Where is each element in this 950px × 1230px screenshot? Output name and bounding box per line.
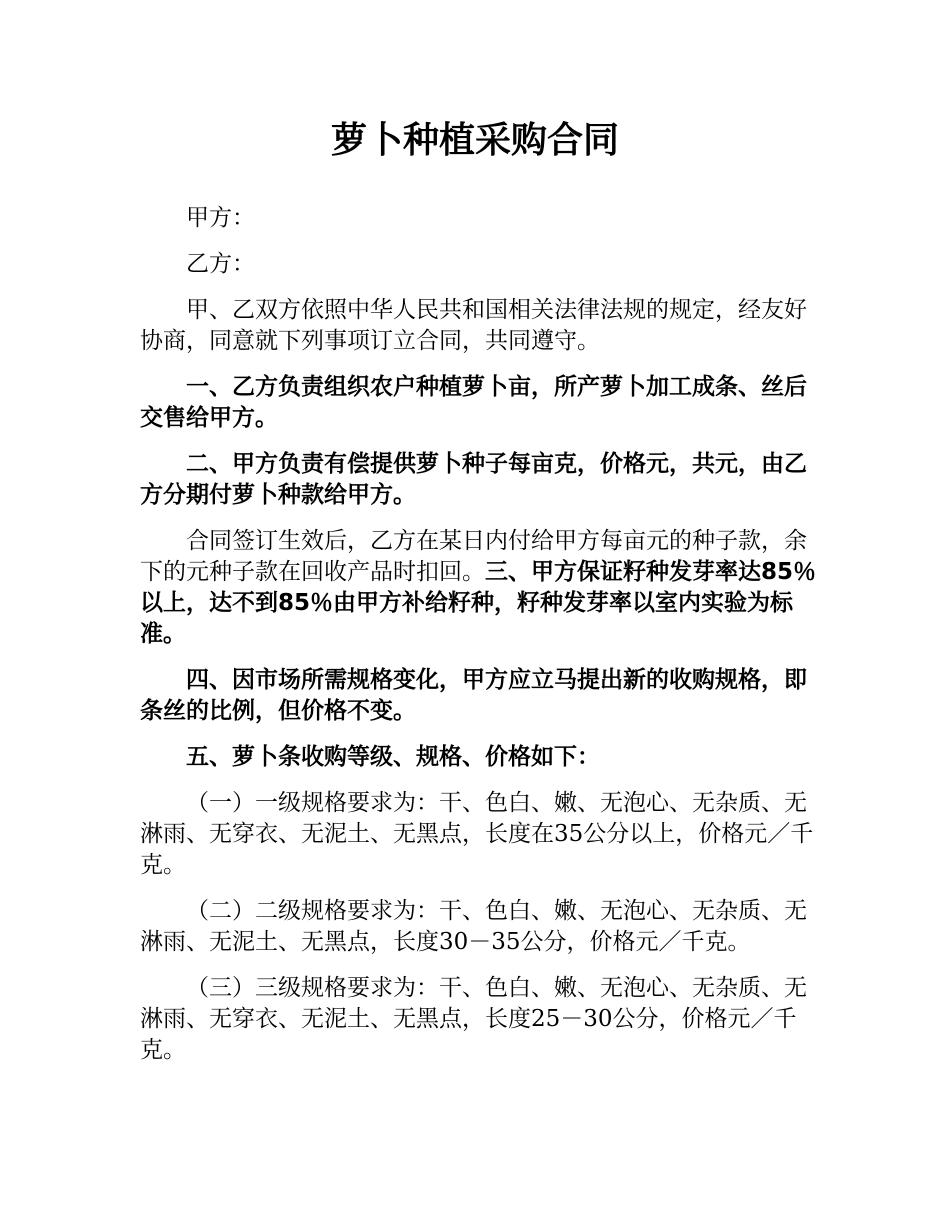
clause-4: 四、因市场所需规格变化，甲方应立马提出新的收购规格，即条丝的比例，但价格不变。 xyxy=(140,667,807,724)
intro-paragraph: 甲、乙双方依照中华人民共和国相关法律法规的规定，经友好协商，同意就下列事项订立合同，共同遵守。 xyxy=(140,297,807,354)
clause-3: 三、甲方保证籽种发芽率达85％以上，达不到85％由甲方补给籽种，籽种发芽率以室内实验为标准。 xyxy=(140,559,817,647)
document-title: 萝卜种植采购合同 xyxy=(330,120,619,161)
payment-terms: 合同签订生效后，乙方在某日内付给甲方每亩元的种子款，余下的元种子款在回收产品时扣回。 xyxy=(140,528,807,585)
grade-1-spec: （一）一级规格要求为：干、色白、嫩、无泡心、无杂质、无淋雨、无穿衣、无泥土、无黑点，长度在35公分以上，价格元／千克。 xyxy=(140,790,814,878)
grade-2-spec: （二）二级规格要求为：干、色白、嫩、无泡心、无杂质、无淋雨、无泥土、无黑点，长度30－35公分，价格元／千克。 xyxy=(140,898,807,955)
grade-3-spec: （三）三级规格要求为：干、色白、嫩、无泡心、无杂质、无淋雨、无穿衣、无泥土、无黑点，长度25－30公分，价格元／千克。 xyxy=(140,975,807,1063)
party-b-line: 乙方： xyxy=(186,251,255,277)
document-body xyxy=(140,203,820,1081)
payment-paragraph xyxy=(140,526,820,650)
clause-5: 五、萝卜条收购等级、规格、价格如下： xyxy=(186,744,600,770)
clause-2: 二、甲方负责有偿提供萝卜种子每亩克，价格元，共元，由乙方分期付萝卜种款给甲方。 xyxy=(140,451,807,508)
clause-1: 一、乙方负责组织农户种植萝卜亩，所产萝卜加工成条、丝后交售给甲方。 xyxy=(140,374,807,431)
party-a-line: 甲方： xyxy=(186,205,255,231)
